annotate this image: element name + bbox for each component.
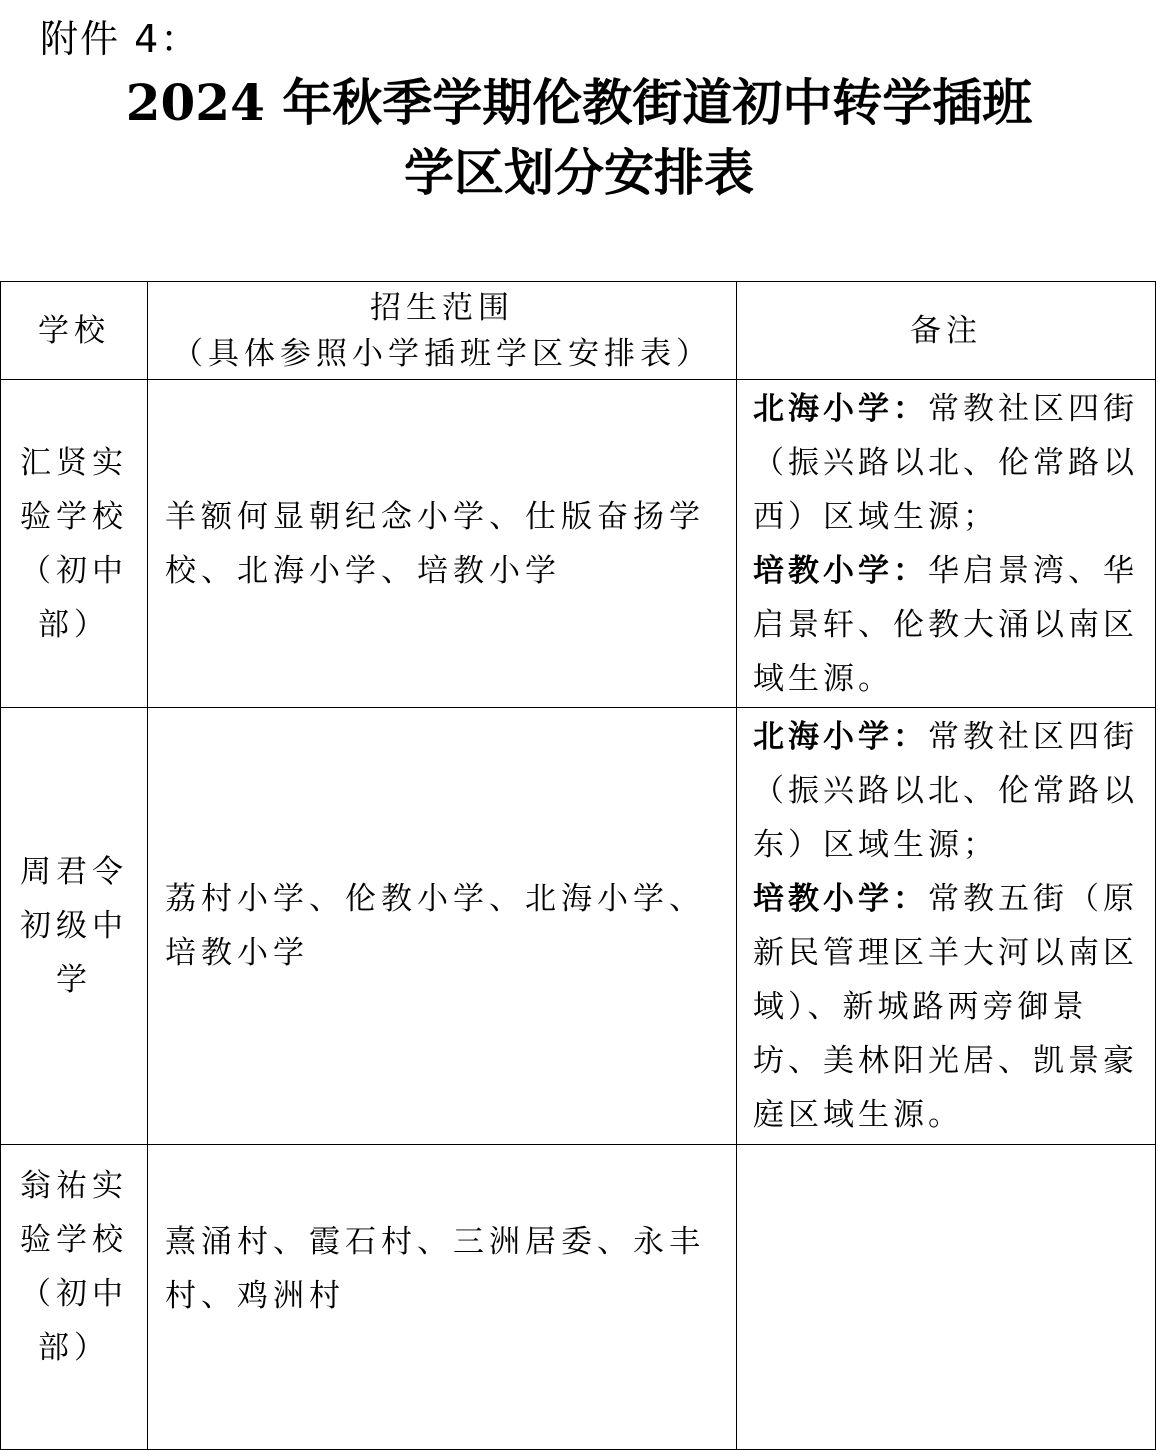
note-label: 北海小学： — [753, 390, 928, 427]
table-row — [1, 1145, 1156, 1450]
note-cell — [737, 380, 1156, 708]
header-note: 备注 — [737, 282, 1156, 380]
note-label: 培教小学： — [753, 881, 928, 917]
note-text: 常教社区四街（振兴路以北、伦常路以西）区域生源； — [753, 390, 1138, 535]
note-text: 常教社区四街（振兴路以北、伦常路以东）区域生源； — [753, 719, 1138, 863]
document-title: 2024 年秋季学期伦教街道初中转学插班 — [125, 73, 1033, 132]
note-text: 常教五街（原新民管理区羊大河以南区域）、新城路两旁御景坊、美林阳光居、凯景豪庭区域生源。 — [753, 881, 1138, 1133]
header-scope — [148, 282, 737, 380]
school-district-table — [0, 281, 1156, 1450]
document-subtitle: 学区划分安排表 — [404, 143, 754, 202]
school-cell: 周君令初级中学 — [1, 708, 148, 1145]
school-cell: 翁祐实验学校（初中部） — [1, 1145, 148, 1450]
table-row — [1, 380, 1156, 708]
table-header-row — [1, 282, 1156, 380]
scope-cell: 熹涌村、霞石村、三洲居委、永丰村、鸡洲村 — [148, 1145, 737, 1450]
note-cell-empty — [737, 1145, 1156, 1450]
note-label: 北海小学： — [753, 719, 928, 755]
scope-cell: 荔村小学、伦教小学、北海小学、培教小学 — [148, 708, 737, 1145]
note-text: 华启景湾、华启景轩、伦教大涌以南区域生源。 — [753, 552, 1138, 697]
attachment-label: 附件 4： — [40, 17, 201, 61]
table-row — [1, 708, 1156, 1145]
school-cell: 汇贤实验学校（初中部） — [1, 380, 148, 708]
header-scope-note: （具体参照小学插班学区安排表） — [172, 335, 712, 372]
scope-cell: 羊额何显朝纪念小学、仕版奋扬学校、北海小学、培教小学 — [148, 380, 737, 708]
note-label: 培教小学： — [753, 552, 928, 589]
header-school: 学校 — [1, 282, 148, 380]
note-cell — [737, 708, 1156, 1145]
header-scope-title: 招生范围 — [370, 289, 514, 326]
